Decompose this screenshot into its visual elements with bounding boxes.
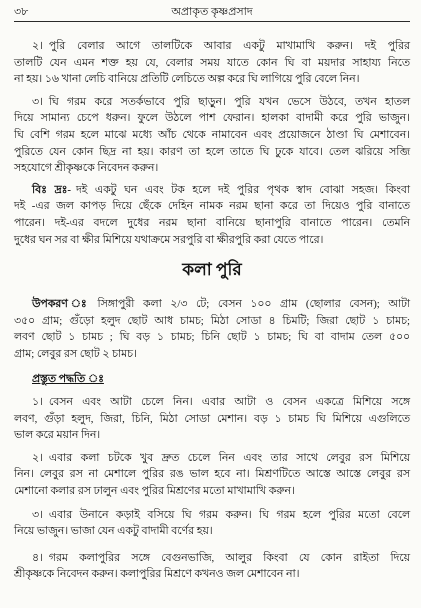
line-text: ঘি গরম করে সতর্কভাবে পুরি ছাড়ুন। পুরি যখন ভেসে উঠবে, তখন হাতল: [48, 95, 410, 108]
step-number: ২।: [32, 40, 43, 52]
ingredients-paragraph: [14, 296, 410, 362]
text-line: [14, 38, 410, 55]
text-line: [14, 182, 410, 199]
step-number: ৩।: [32, 508, 43, 521]
text-line: দুধের ঘন সর বা ক্ষীর মিশিয়ে যথাক্রমে সরপুরি বা ক্ষীরপুরি করা যেতে পারে।: [14, 233, 324, 246]
text-line: নিয়ে ভাজুন। ভাজা যেন একটু বাদামী বর্ণের হয়।: [14, 525, 213, 538]
kola-puri-step-1: [14, 394, 410, 444]
kola-puri-step-3: [14, 507, 410, 540]
kola-puri-step-2: [14, 450, 410, 500]
step-number: ১।: [32, 396, 43, 409]
text-line: পুরিতে যেন কোন ছিদ্র না হয়। কারণ তা হলে তাতে ঘি ঢুকে যাবে। তেল ঝরিয়ে সব্জি: [14, 145, 410, 158]
line-text: এবার কলা চটকে খুব দ্রুত চেলে নিন এবং তার সাথে লেবুর রস মিশিয়ে: [48, 451, 410, 464]
text-line: তালটি যেন এমন শক্ত হয় যে, বেলার সময় যাতে কোন ঘি বা ময়দার সাহায্য নিতে: [14, 56, 410, 69]
kola-puri-step-4: [14, 550, 410, 583]
text-line: পারেন। দই-এর বদলে দুধের নরম ছানা বানিয়ে ছানাপুরি বানাতে পারেন। তেমনি: [14, 216, 410, 229]
text-line: ৩৫০ গ্রাম; গুঁড়ো হলুদ ছোট আধ চামচ; মিঠা সোডা ৪ চিমটি; জিরা ছোট ১ চামচ;: [14, 314, 410, 327]
recipe-title: কলা পুরি: [182, 260, 242, 280]
text-line: না হয়। ১৬ খানা লেচি বানিয়ে প্রতিটি লেচিতে অল্প করে ঘি লাগিয়ে পুরি বেলে নিন।: [14, 73, 360, 86]
page-number: ৩৮: [14, 6, 29, 18]
method-heading-text: প্রস্তুত পদ্ধতি ঃ: [32, 372, 104, 385]
text-line: গ্রাম; লেবুর রস ছোট ২ চামচ।: [14, 347, 137, 360]
step-number: ৩।: [32, 95, 43, 108]
text-line: দিয়ে সামান্য চেপে ধরুন। ফুলে উঠলে পাশ ফেরান। হালকা বাদামী করে পুরি ভাজুন।: [14, 112, 410, 125]
line-text: সিঙ্গাপুরী কলা ২/৩ টে; বেসন ১০০ গ্রাম (ছোলার বেসন); আটা: [97, 298, 411, 311]
line-text: দই একটু ঘন এবং টক হলে দই পুরির পৃথক স্বাদ বোঝা সহজ। কিংবা: [75, 183, 410, 196]
text-line: ভাল করে ময়ান দিন।: [14, 429, 101, 442]
line-text: পুরি বেলার আগে তালটিকে আবার একটু মাখামাখি করুন। দই পুরির: [48, 40, 410, 52]
page-content: [14, 38, 410, 583]
line-text: এবার উনানে কড়াই বসিয়ে ঘি গরম করুন। ঘি গরম হলে পুরির মতো বেলে: [48, 508, 410, 521]
running-title: অপ্রাকৃত কৃষ্ণপ্রসাদ: [171, 6, 253, 18]
text-line: নিন। লেবুর রস না মেশালে পুরির রঙ ভাল হবে না। মিশ্রণটিতে আস্তে আস্তে লেবুর রস: [14, 468, 410, 481]
line-text: বেসন এবং আটা চেলে নিন। এবার আটা ও বেসন একত্রে মিশিয়ে সঙ্গে: [48, 396, 410, 409]
page-header: [14, 4, 410, 22]
dahi-puri-step-2: [14, 38, 410, 88]
text-line: লবণ, গুঁড়া হলুদ, জিরা, চিনি, মিঠা সোডা মেশান। বড় ১ চামচ ঘি মিশিয়ে এগুলিতে: [14, 412, 410, 425]
method-heading: [14, 371, 410, 388]
text-line: [14, 94, 410, 111]
text-line: শ্রীকৃষ্ণকে নিবেদন করুন। কলাপুরির মিশ্রণে কখনও জল মেশাবেন না।: [14, 568, 300, 581]
note-paragraph: [14, 182, 410, 248]
text-line: সহযোগে শ্রীকৃষ্ণকে নিবেদন করুন।: [14, 162, 159, 175]
text-line: [14, 507, 410, 524]
text-line: [14, 450, 410, 467]
text-line: [14, 550, 410, 567]
text-line: মেশানো কলার রস ঢালুন এবং পুরির মিশ্রণের মতো মাখামাখি করুন।: [14, 485, 295, 498]
text-line: দই -এর জল কাপড় দিয়ে ছেঁকে দেহিন নামক নরম ছানা করে তা দিয়েও পুরি বানাতে: [14, 200, 410, 213]
line-text: গরম কলাপুরির সঙ্গে বেগুনভাজি, আলুর কিংবা যে কোন রাইতা দিয়ে: [48, 551, 410, 564]
ingredients-label: উপকরণ ঃ: [32, 298, 93, 311]
dahi-puri-step-3: [14, 94, 410, 177]
text-line: লবণ ছোট ১ চামচ ; ঘি বড় ১ চামচ; চিনি ছোট ১ চামচ; ঘি বা বাদাম তেল ৫০০: [14, 331, 410, 344]
text-line: [14, 296, 410, 313]
text-line: [14, 394, 410, 411]
step-number: ২।: [32, 451, 43, 464]
step-number: ৪।: [32, 551, 43, 564]
text-line: ঘি বেশি গরম হলে মাঝে মধ্যে আঁচ থেকে নামাবেন এবং প্রয়োজনে ঠাণ্ডা ঘি মেশাবেন।: [14, 128, 410, 141]
note-label: বিঃ দ্রঃ-: [32, 183, 71, 196]
